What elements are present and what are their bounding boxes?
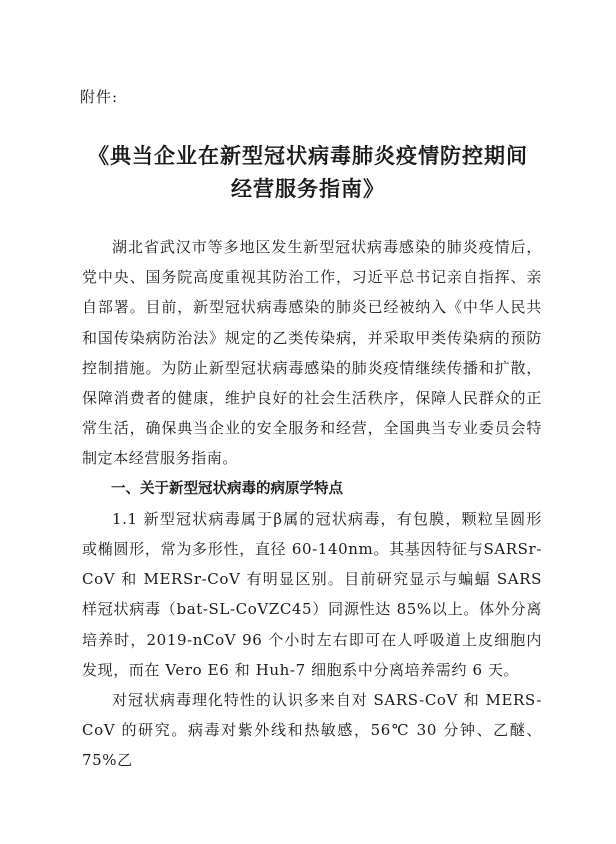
section-paragraph-1-1: 1.1 新型冠状病毒属于β属的冠状病毒，有包膜，颗粒呈圆形或椭圆形，常为多形性，直径 60-140nm。其基因特征与SARSr-CoV 和 MERSr-CoV 有明显区别。目前研究显示与蝙蝠 SARS 样冠状病毒（bat-SL-CoVZC45）同源性达 85%以上。体外分离培养时，2019-nCoV 96 个小时左右即可在人呼吸道上皮细胞内发现，而在 Vero E6 和 Huh-7 细胞系中分离培养需约 6 天。	[82, 509, 542, 679]
attachment-label: 附件:	[80, 88, 119, 106]
section-paragraph-1-2: 对冠状病毒理化特性的认识多来自对 SARS-CoV 和 MERS-CoV 的研究。病毒对紫外线和热敏感，56℃ 30 分钟、乙醚、75%乙	[82, 691, 542, 770]
title-line-1: 《典当企业在新型冠状病毒肺炎疫情防控期间	[88, 144, 528, 168]
title-line-2: 经营服务指南》	[231, 177, 385, 201]
document-title	[60, 140, 556, 206]
intro-paragraph: 湖北省武汉市等多地区发生新型冠状病毒感染的肺炎疫情后，党中央、国务院高度重视其防治工作，习近平总书记亲自指挥、亲自部署。目前，新型冠状病毒感染的肺炎已经被纳入《中华人民共和国传染病防治法》规定的乙类传染病，并采取甲类传染病的预防控制措施。为防止新型冠状病毒感染的肺炎疫情继续传播和扩散，保障消费者的健康，维护良好的社会生活秩序，保障人民群众的正常生活，确保典当企业的安全服务和经营，全国典当专业委员会特制定本经营服务指南。	[82, 238, 542, 468]
document-body	[82, 232, 542, 776]
section-heading: 一、关于新型冠状病毒的病原学特点	[111, 480, 343, 497]
